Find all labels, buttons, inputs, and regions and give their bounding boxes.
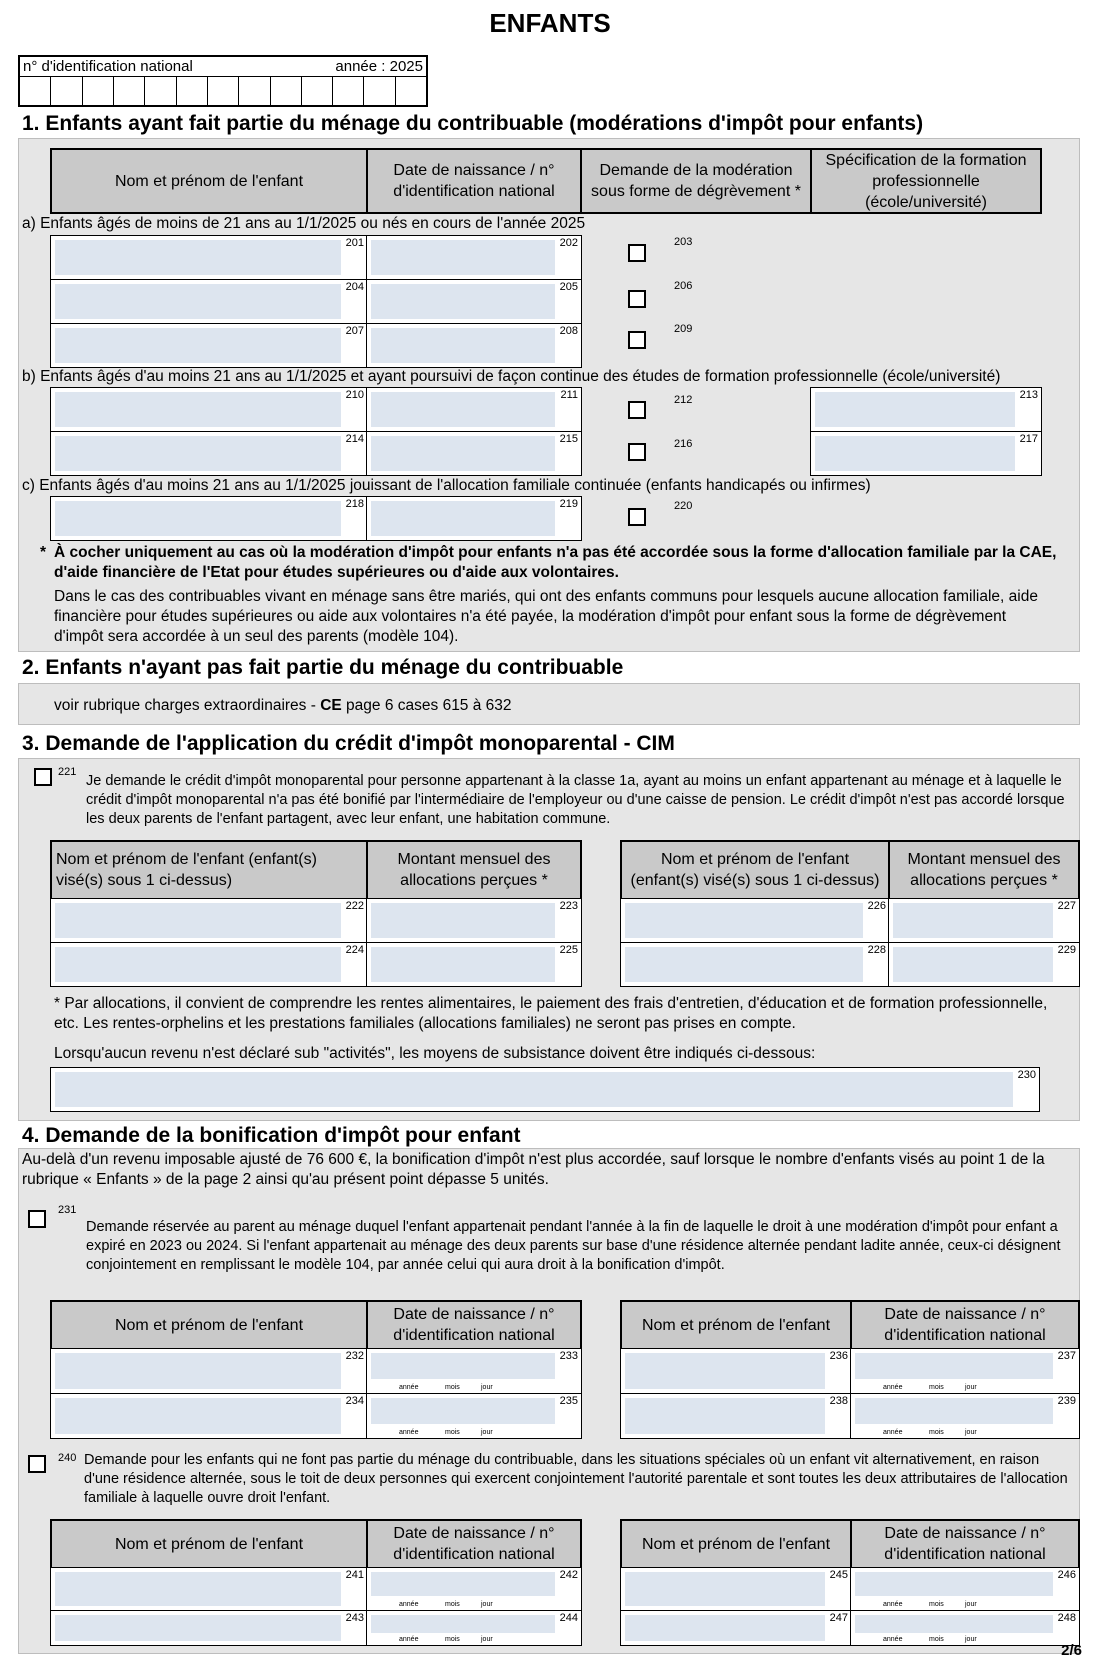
note-text: Dans le cas des contribuables vivant en ménage sans être mariés, qui ont des enfants communs pour lesquels aucune allocation familiale, aide financière pour études supérieures ou aide aux volontaires n'a été payée, la modération d'impôt pour enfant sous la forme de dégrèvement d'impôt sera accordée à un seul des parents (modèle 104). (54, 588, 1038, 645)
child-name-field[interactable]: 245 (620, 1567, 852, 1611)
allowance-amount-field[interactable]: 225 (366, 942, 582, 987)
cim-checkbox[interactable] (34, 768, 52, 786)
degrevement-checkbox[interactable] (628, 290, 646, 308)
child-dob-field[interactable]: 219 (366, 496, 582, 541)
allowance-amount-field[interactable]: 223 (366, 898, 582, 943)
col-header-name: Nom et prénom de l'enfant (620, 1519, 852, 1569)
child-name-field[interactable]: 222 (50, 898, 368, 943)
checkbox-code: 231 (58, 1204, 77, 1216)
alternating-residence-checkbox[interactable] (28, 1455, 46, 1473)
checkbox-code: 209 (674, 323, 693, 335)
section-3-heading: 3. Demande de l'application du crédit d'impôt monoparental - CIM (22, 732, 675, 755)
child-dob-field[interactable]: 237 année mois jour (850, 1348, 1080, 1394)
child-name-field[interactable]: 234 (50, 1393, 368, 1439)
page-title: ENFANTS (489, 8, 611, 38)
child-name-field[interactable]: 243 (50, 1610, 368, 1646)
checkbox-code: 221 (58, 766, 77, 778)
formation-spec-field[interactable]: 217 (810, 431, 1042, 476)
col-header-name: Nom et prénom de l'enfant (enfant(s) visé(s) sous 1 ci-dessus) (50, 840, 368, 900)
child-dob-field[interactable]: 246 année mois jour (850, 1567, 1080, 1611)
child-dob-field[interactable]: 239 année mois jour (850, 1393, 1080, 1439)
child-dob-field[interactable]: 202 (366, 235, 582, 280)
col-header-dob: Date de naissance / n° d'identification national (850, 1300, 1080, 1350)
child-name-field[interactable]: 224 (50, 942, 368, 987)
checkbox-code: 220 (674, 500, 693, 512)
child-name-field[interactable]: 201 (50, 235, 368, 280)
child-name-field[interactable]: 228 (620, 942, 890, 987)
section-4-intro: Au-delà d'un revenu imposable ajusté de 76 600 €, la bonification d'impôt n'est plus accordée, sauf lorsque le nombre d'enfants visés au point 1 de la rubrique « Enfants » de la page 2 ainsi qu'au présent point dépasse 5 unités. (22, 1151, 1045, 1188)
national-id-cells[interactable] (20, 76, 426, 105)
section-1-heading: 1. Enfants ayant fait partie du ménage du contribuable (modérations d'impôt pour enfants) (22, 112, 924, 135)
cim-text: Je demande le crédit d'impôt monoparental pour personne appartenant à la classe 1a, ayant au moins un enfant appartenant au ménage et à laquelle le crédit d'impôt monoparental n'a pas été bonifié par l'intermédiaire de l'employeur ou d'une caisse de pension. Le crédit d'impôt n'est pas accordé lorsque les deux parents de l'enfant partagent, avec leur enfant, une habitation commune. (86, 773, 1065, 827)
child-dob-field[interactable]: 215 (366, 431, 582, 476)
col-header-dob: Date de naissance / n° d'identification national (366, 148, 582, 214)
subsection-b-label: b) Enfants âgés d'au moins 21 ans au 1/1/2025 et ayant poursuivi de façon continue des études de formation professionnelle (école/université) (22, 368, 1001, 385)
child-dob-field[interactable]: 244 année mois jour (366, 1610, 582, 1646)
bonification-checkbox[interactable] (28, 1210, 46, 1228)
section-4-heading: 4. Demande de la bonification d'impôt pour enfant (22, 1124, 521, 1147)
col-header-amount: Montant mensuel des allocations perçues * (366, 840, 582, 900)
checkbox-code: 216 (674, 438, 693, 450)
child-name-field[interactable]: 238 (620, 1393, 852, 1439)
child-name-field[interactable]: 247 (620, 1610, 852, 1646)
col-header-spec: Spécification de la formation professionnelle (école/université) (810, 148, 1042, 214)
section-2-text: voir rubrique charges extraordinaires - CE page 6 cases 615 à 632 (54, 697, 512, 714)
degrevement-checkbox[interactable] (628, 508, 646, 526)
child-name-field[interactable]: 207 (50, 323, 368, 368)
child-dob-field[interactable]: 205 (366, 279, 582, 324)
child-name-field[interactable]: 241 (50, 1567, 368, 1611)
subsection-c-label: c) Enfants âgés d'au moins 21 ans au 1/1/2025 jouissant de l'allocation familiale continuée (enfants handicapés ou infirmes) (22, 477, 871, 494)
child-dob-field[interactable]: 242 année mois jour (366, 1567, 582, 1611)
child-dob-field[interactable]: 208 (366, 323, 582, 368)
col-header-dob: Date de naissance / n° d'identification national (366, 1300, 582, 1350)
allowance-note: * Par allocations, il convient de comprendre les rentes alimentaires, le paiement des frais d'entretien, d'éducation et de formation professionnelle, etc. Les rentes-orphelins et les prestations familiales (allocations familiales) ne seront pas prises en compte. (54, 995, 1048, 1032)
year-label: année : 2025 (335, 58, 423, 75)
subsection-a-label: a) Enfants âgés de moins de 21 ans au 1/1/2025 ou nés en cours de l'année 2025 (22, 215, 586, 232)
col-header-name: Nom et prénom de l'enfant (enfant(s) visé(s) sous 1 ci-dessus) (620, 840, 890, 900)
col-header-dob: Date de naissance / n° d'identification national (366, 1519, 582, 1569)
child-dob-field[interactable]: 235 année mois jour (366, 1393, 582, 1439)
degrevement-checkbox[interactable] (628, 443, 646, 461)
note-asterisk: * (40, 544, 47, 561)
bonification-text: Demande réservée au parent au ménage duquel l'enfant appartenait pendant l'année à la fin de laquelle le droit à une modération d'impôt pour enfant a expiré en 2023 ou 2024. Si l'enfant appartenait au ménage des deux parents sur base d'une résidence alternée pendant ladite année, ceux-ci désignent conjointement en remplissant le modèle 104, par année celui qui aura droit à la bonification d'impôt. (86, 1219, 1061, 1273)
child-dob-field[interactable]: 233 année mois jour (366, 1348, 582, 1394)
col-header-name: Nom et prénom de l'enfant (50, 1300, 368, 1350)
child-name-field[interactable]: 226 (620, 898, 890, 943)
page-number: 2/6 (1061, 1642, 1082, 1659)
child-dob-field[interactable]: 248 année mois jour (850, 1610, 1080, 1646)
col-header-name: Nom et prénom de l'enfant (620, 1300, 852, 1350)
checkbox-code: 212 (674, 394, 693, 406)
checkbox-code: 203 (674, 236, 693, 248)
child-name-field[interactable]: 204 (50, 279, 368, 324)
allowance-amount-field[interactable]: 229 (888, 942, 1080, 987)
note-bold: À cocher uniquement au cas où la modération d'impôt pour enfants n'a pas été accordée sous la forme d'allocation familiale par la CAE, d'aide financière de l'Etat pour études supérieures ou d'aide aux volontaires. (54, 544, 1057, 581)
child-name-field[interactable]: 236 (620, 1348, 852, 1394)
subsistence-label: Lorsqu'aucun revenu n'est déclaré sub "activités", les moyens de subsistance doivent être indiqués ci-dessous: (54, 1045, 816, 1062)
child-dob-field[interactable]: 211 (366, 387, 582, 432)
degrevement-checkbox[interactable] (628, 244, 646, 262)
subsistence-field[interactable]: 230 (50, 1067, 1040, 1112)
national-id-box[interactable] (18, 55, 428, 107)
child-name-field[interactable]: 232 (50, 1348, 368, 1394)
child-name-field[interactable]: 218 (50, 496, 368, 541)
checkbox-code: 206 (674, 280, 693, 292)
col-header-dob: Date de naissance / n° d'identification national (850, 1519, 1080, 1569)
checkbox-code: 240 (58, 1452, 77, 1464)
col-header-name: Nom et prénom de l'enfant (50, 1519, 368, 1569)
allowance-amount-field[interactable]: 227 (888, 898, 1080, 943)
child-name-field[interactable]: 210 (50, 387, 368, 432)
national-id-label: n° d'identification national (23, 58, 193, 75)
alternating-residence-text: Demande pour les enfants qui ne font pas partie du ménage du contribuable, dans les situations spéciales où un enfant vit alternativement, en raison d'une résidence alternée, sous le toit de deux personnes qui exercent conjointement l'autorité parentale et sont toutes les deux attributaires de l'allocation familiale à laquelle ouvre droit l'enfant. (84, 1452, 1068, 1506)
section-2-heading: 2. Enfants n'ayant pas fait partie du ménage du contribuable (22, 656, 624, 679)
degrevement-checkbox[interactable] (628, 331, 646, 349)
col-header-amount: Montant mensuel des allocations perçues * (888, 840, 1080, 900)
col-header-demande: Demande de la modération sous forme de dégrèvement * (580, 148, 812, 214)
degrevement-checkbox[interactable] (628, 401, 646, 419)
formation-spec-field[interactable]: 213 (810, 387, 1042, 432)
child-name-field[interactable]: 214 (50, 431, 368, 476)
col-header-name: Nom et prénom de l'enfant (50, 148, 368, 214)
